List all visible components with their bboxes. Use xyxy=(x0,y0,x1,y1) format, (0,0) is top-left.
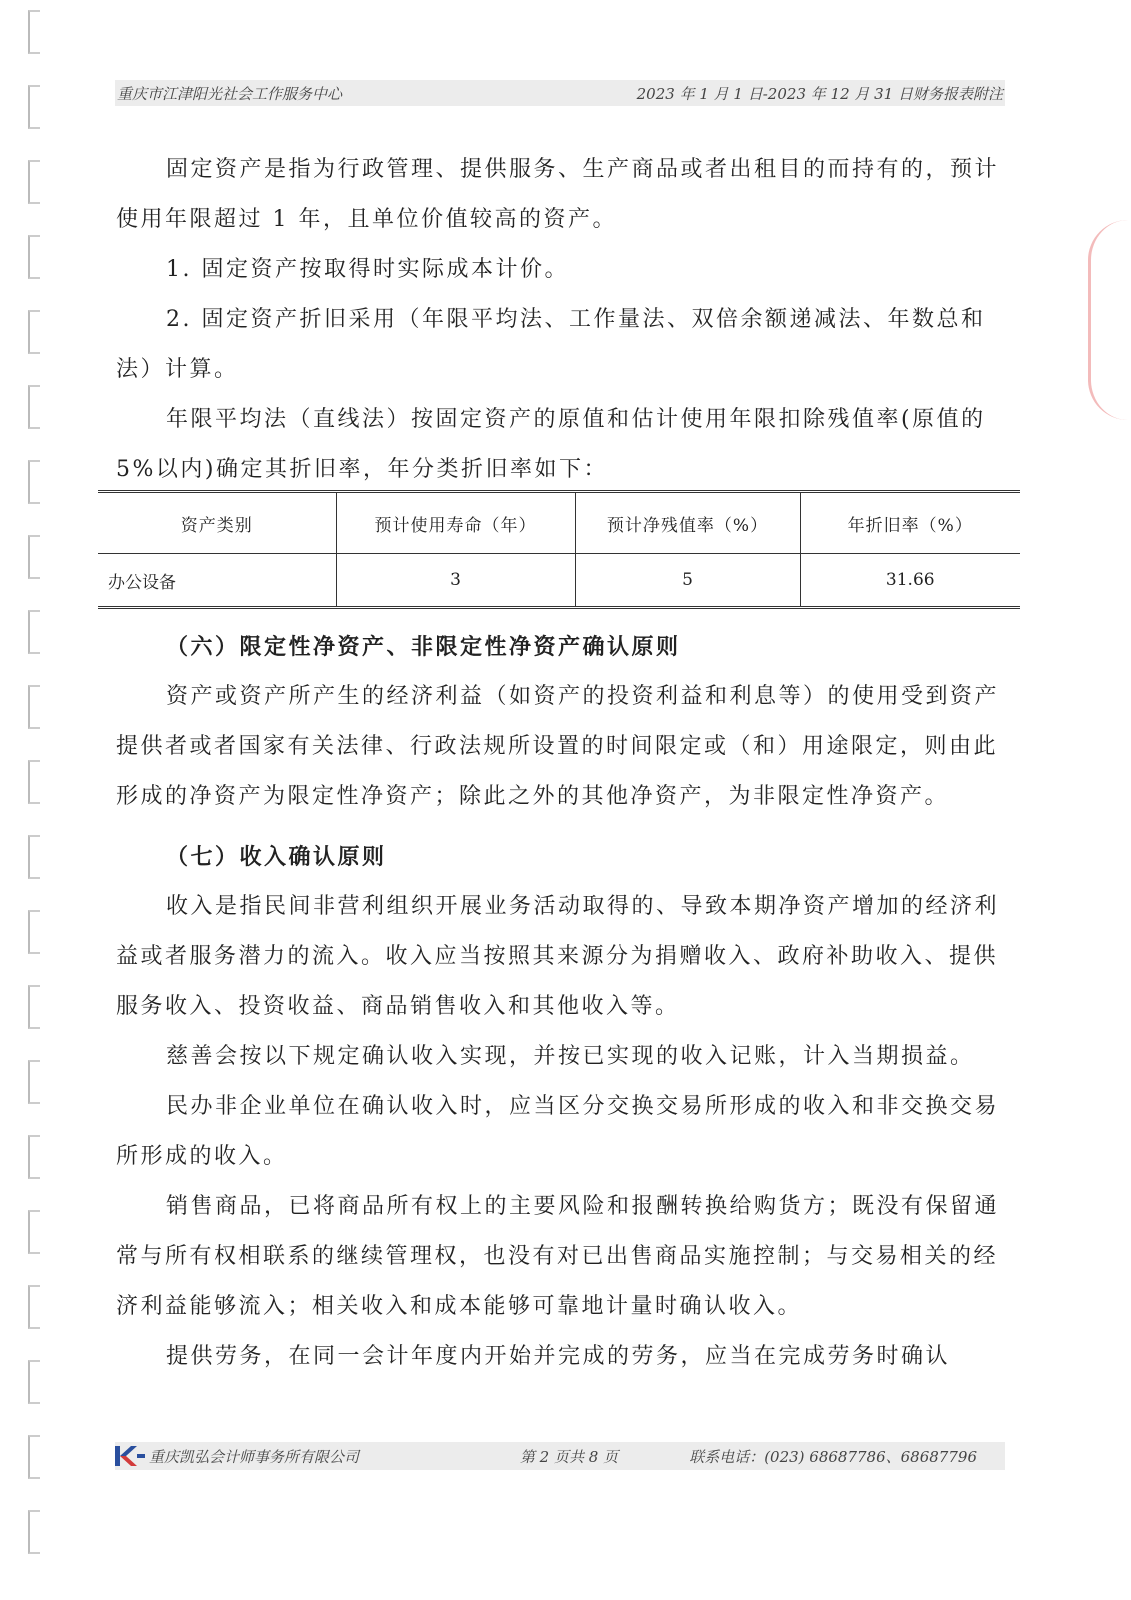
col-asset-category: 资产类别 xyxy=(98,492,336,554)
depreciation-rate-table xyxy=(98,490,1020,609)
header-organization: 重庆市江津阳光社会工作服务中心 xyxy=(117,84,343,103)
col-useful-life: 预计使用寿命（年） xyxy=(336,492,575,554)
header-report-period: 2023 年 1 月 1 日-2023 年 12 月 31 日财务报表附注 xyxy=(636,84,1003,103)
cell-life: 3 xyxy=(336,554,575,608)
revenue-recognition-basis: 慈善会按以下规定确认收入实现，并按已实现的收入记账，计入当期损益。 xyxy=(166,1044,975,1069)
footer-phone: 联系电话：(023) 68687786、68687796 xyxy=(689,1447,977,1466)
cell-rate: 31.66 xyxy=(885,570,935,590)
exchange-transaction-note: 民办非企业单位在确认收入时，应当区分交换交易所形成的收入和非交换交易所形成的收入。 xyxy=(116,1094,1000,1169)
body-top xyxy=(116,145,1006,495)
page-footer xyxy=(115,1442,1005,1470)
page-header xyxy=(115,80,1005,106)
section-6-paragraph: 资产或资产所产生的经济利益（如资产的投资利益和利息等）的使用受到资产提供者或者国家有关法律、行政法规所设置的时间限定或（和）用途限定，则由此形成的净资产为限定性净资产；除此之外的其他净资产，为非限定性净资产。 xyxy=(116,684,1000,809)
fixed-asset-rule-1: 1. 固定资产按取得时实际成本计价。 xyxy=(166,257,569,282)
firm-logo-icon xyxy=(115,1446,145,1466)
fixed-asset-rule-2: 2. 固定资产折旧采用（年限平均法、工作量法、双倍余额递减法、年数总和法）计算。 xyxy=(116,307,986,382)
table-row xyxy=(98,554,1020,608)
binding-margin xyxy=(28,0,44,1600)
service-revenue-rule: 提供劳务，在同一会计年度内开始并完成的劳务，应当在完成劳务时确认 xyxy=(166,1344,951,1369)
table-header-row xyxy=(98,492,1020,554)
footer-page-number: 第 2 页共 8 页 xyxy=(519,1447,619,1466)
col-annual-depreciation: 年折旧率（%） xyxy=(800,492,1020,554)
fixed-asset-definition: 固定资产是指为行政管理、提供服务、生产商品或者出租目的而持有的，预计使用年限超过 1 年，且单位价值较高的资产。 xyxy=(116,157,1000,232)
seal-stamp-edge xyxy=(1088,220,1131,420)
cell-category: 办公设备 xyxy=(98,554,336,608)
straight-line-method: 年限平均法（直线法）按固定资产的原值和估计使用年限扣除残值率(原值的 5%以内)确定其折旧率，年分类折旧率如下： xyxy=(116,407,986,482)
body-bottom xyxy=(116,622,1006,1382)
section-6-title: （六）限定性净资产、非限定性净资产确认原则 xyxy=(166,634,681,660)
sales-revenue-rule: 销售商品，已将商品所有权上的主要风险和报酬转换给购货方；既没有保留通常与所有权相联系的继续管理权，也没有对已出售商品实施控制；与交易相关的经济利益能够流入；相关收入和成本能够可靠地计量时确认收入。 xyxy=(116,1194,1000,1319)
revenue-definition: 收入是指民间非营利组织开展业务活动取得的、导致本期净资产增加的经济利益或者服务潜力的流入。收入应当按照其来源分为捐赠收入、政府补助收入、提供服务收入、投资收益、商品销售收入和其他收入等。 xyxy=(116,894,1000,1019)
col-residual-rate: 预计净残值率（%） xyxy=(575,492,800,554)
section-7-title: （七）收入确认原则 xyxy=(166,844,387,870)
cell-residual: 5 xyxy=(575,554,800,608)
footer-firm-name: 重庆凯弘会计师事务所有限公司 xyxy=(149,1447,360,1466)
